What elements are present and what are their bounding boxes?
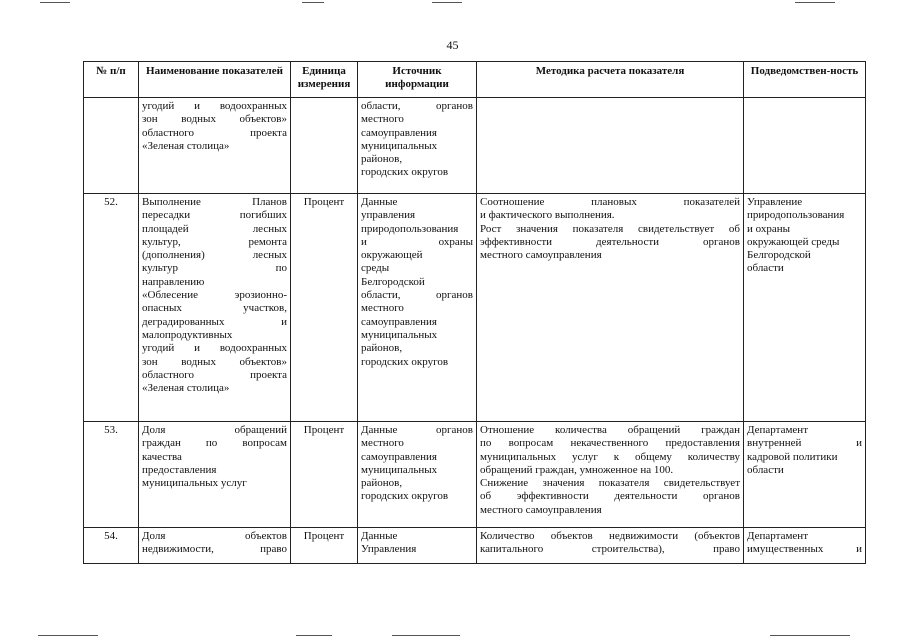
cell-line: Данные xyxy=(361,530,398,542)
cell-line: Данные органов xyxy=(361,424,473,436)
scan-artifact xyxy=(302,2,324,3)
cell-source xyxy=(358,422,477,528)
cell-line: области, органов xyxy=(361,289,473,302)
cell-line: муниципальных xyxy=(361,463,438,476)
cell-method xyxy=(477,98,744,194)
cell-line: Рост значения показателя свидетельствует об xyxy=(480,222,740,235)
cell-line: площадей лесных xyxy=(142,222,287,235)
cell-num xyxy=(84,98,139,194)
cell-line: муниципальных xyxy=(361,328,438,341)
cell-line: районов, xyxy=(361,477,403,490)
cell-unit: Процент xyxy=(291,528,358,564)
header-subordination: Подведомствен-ность xyxy=(744,62,866,98)
cell-unit: Процент xyxy=(291,194,358,422)
cell-line: «Облесение эрозионно- xyxy=(142,289,287,302)
cell-line: обращений граждан, умноженное на 100. xyxy=(480,463,674,476)
cell-name xyxy=(139,98,291,194)
table-header-row xyxy=(84,62,866,98)
cell-line: местного xyxy=(361,437,404,450)
scan-artifact xyxy=(795,2,835,3)
cell-line: муниципальных услуг к общему количеству xyxy=(480,450,740,463)
cell-unit xyxy=(291,98,358,194)
cell-line: окружающей среды xyxy=(747,235,840,248)
cell-line: Доля объектов xyxy=(142,530,287,542)
cell-line: «Зеленая столица» xyxy=(142,139,230,152)
cell-line: области xyxy=(747,463,784,476)
cell-method xyxy=(477,194,744,422)
cell-num: 54. xyxy=(84,528,139,564)
scan-artifact xyxy=(38,635,98,636)
scan-artifact xyxy=(40,2,70,3)
cell-source xyxy=(358,194,477,422)
cell-num: 52. xyxy=(84,194,139,422)
cell-subordination xyxy=(744,194,866,422)
scan-artifact xyxy=(392,635,460,636)
cell-name xyxy=(139,194,291,422)
cell-line: муниципальных xyxy=(361,139,438,152)
cell-line: Управления xyxy=(361,543,417,556)
cell-line: муниципальных услуг xyxy=(142,477,247,490)
cell-line: управления xyxy=(361,209,416,222)
table-row-continuation xyxy=(84,98,866,194)
cell-line: малопродуктивных xyxy=(142,328,233,341)
cell-line: области xyxy=(747,262,784,275)
cell-line: предоставления xyxy=(142,463,217,476)
cell-line: районов, xyxy=(361,153,403,166)
cell-line: местного самоуправления xyxy=(480,249,602,262)
scan-artifact xyxy=(296,635,332,636)
cell-line: угодий и водоохранных xyxy=(142,100,287,112)
cell-line: местного xyxy=(361,113,404,126)
cell-line: природопользования xyxy=(747,209,845,222)
table-row xyxy=(84,528,866,564)
header-source: Источник информации xyxy=(358,62,477,98)
cell-line: направлению xyxy=(142,275,205,288)
cell-line: Соотношение плановых показателей xyxy=(480,196,740,208)
cell-line: областного проекта xyxy=(142,368,287,381)
cell-line: Доля обращений xyxy=(142,424,287,436)
cell-line: культур, ремонта xyxy=(142,235,287,248)
header-method: Методика расчета показателя xyxy=(477,62,744,98)
cell-line: об эффективности деятельности органов xyxy=(480,490,740,503)
header-name: Наименование показателей xyxy=(139,62,291,98)
cell-line: недвижимости, право xyxy=(142,543,287,556)
header-unit: Единица измерения xyxy=(291,62,358,98)
cell-name xyxy=(139,422,291,528)
cell-subordination xyxy=(744,98,866,194)
cell-line: Белгородской xyxy=(747,249,811,262)
cell-line: городских округов xyxy=(361,166,449,179)
page-number: 45 xyxy=(446,38,459,52)
cell-method xyxy=(477,422,744,528)
cell-line: самоуправления xyxy=(361,450,437,463)
cell-line: Управление xyxy=(747,196,803,208)
cell-line: районов, xyxy=(361,342,403,355)
cell-subordination xyxy=(744,422,866,528)
cell-line: зон водных объектов» xyxy=(142,113,287,126)
cell-line: внутренней и xyxy=(747,437,862,450)
cell-line: среды xyxy=(361,262,390,275)
cell-line: и охраны xyxy=(361,235,473,248)
indicators-table xyxy=(83,61,866,564)
cell-line: Количество объектов недвижимости (объектов xyxy=(480,530,740,542)
cell-unit: Процент xyxy=(291,422,358,528)
cell-line: граждан по вопросам xyxy=(142,437,287,450)
cell-name xyxy=(139,528,291,564)
cell-line: местного xyxy=(361,302,404,315)
cell-line: природопользования xyxy=(361,222,459,235)
cell-line: кадровой политики xyxy=(747,450,838,463)
cell-line: Департамент xyxy=(747,424,809,436)
cell-line: по вопросам некачественного предоставления xyxy=(480,437,740,450)
cell-line: «Зеленая столица» xyxy=(142,382,230,395)
cell-source xyxy=(358,528,477,564)
cell-line: Белгородской xyxy=(361,275,425,288)
cell-line: Снижение значения показателя свидетельствует xyxy=(480,477,740,490)
cell-line: самоуправления xyxy=(361,126,437,139)
cell-line: Отношение количества обращений граждан xyxy=(480,424,740,436)
scan-artifact xyxy=(770,635,850,636)
cell-line: Данные xyxy=(361,196,398,208)
cell-line: деградированных и xyxy=(142,315,287,328)
cell-line: областного проекта xyxy=(142,126,287,139)
cell-line: опасных участков, xyxy=(142,302,287,315)
cell-line: качества xyxy=(142,450,182,463)
cell-subordination xyxy=(744,528,866,564)
header-num: № п/п xyxy=(84,62,139,98)
cell-line: Выполнение Планов xyxy=(142,196,287,208)
cell-line: и фактического выполнения. xyxy=(480,209,615,222)
cell-line: самоуправления xyxy=(361,315,437,328)
cell-line: местного самоуправления xyxy=(480,503,602,516)
cell-line: окружающей xyxy=(361,249,423,262)
cell-line: зон водных объектов» xyxy=(142,355,287,368)
scan-artifact xyxy=(432,2,462,3)
cell-line: культур по xyxy=(142,262,287,275)
table-row xyxy=(84,194,866,422)
cell-line: городских округов xyxy=(361,355,449,368)
cell-line: (дополнения) лесных xyxy=(142,249,287,262)
cell-line: имущественных и xyxy=(747,543,862,556)
cell-line: Департамент xyxy=(747,530,809,542)
cell-method xyxy=(477,528,744,564)
cell-line: городских округов xyxy=(361,490,449,503)
cell-line: и охраны xyxy=(747,222,791,235)
cell-source xyxy=(358,98,477,194)
table-row xyxy=(84,422,866,528)
cell-line: капитального строительства), право xyxy=(480,543,740,556)
cell-line: области, органов xyxy=(361,100,473,112)
cell-line: пересадки погибших xyxy=(142,209,287,222)
cell-line: угодий и водоохранных xyxy=(142,342,287,355)
cell-num: 53. xyxy=(84,422,139,528)
cell-line: эффективности деятельности органов xyxy=(480,235,740,248)
